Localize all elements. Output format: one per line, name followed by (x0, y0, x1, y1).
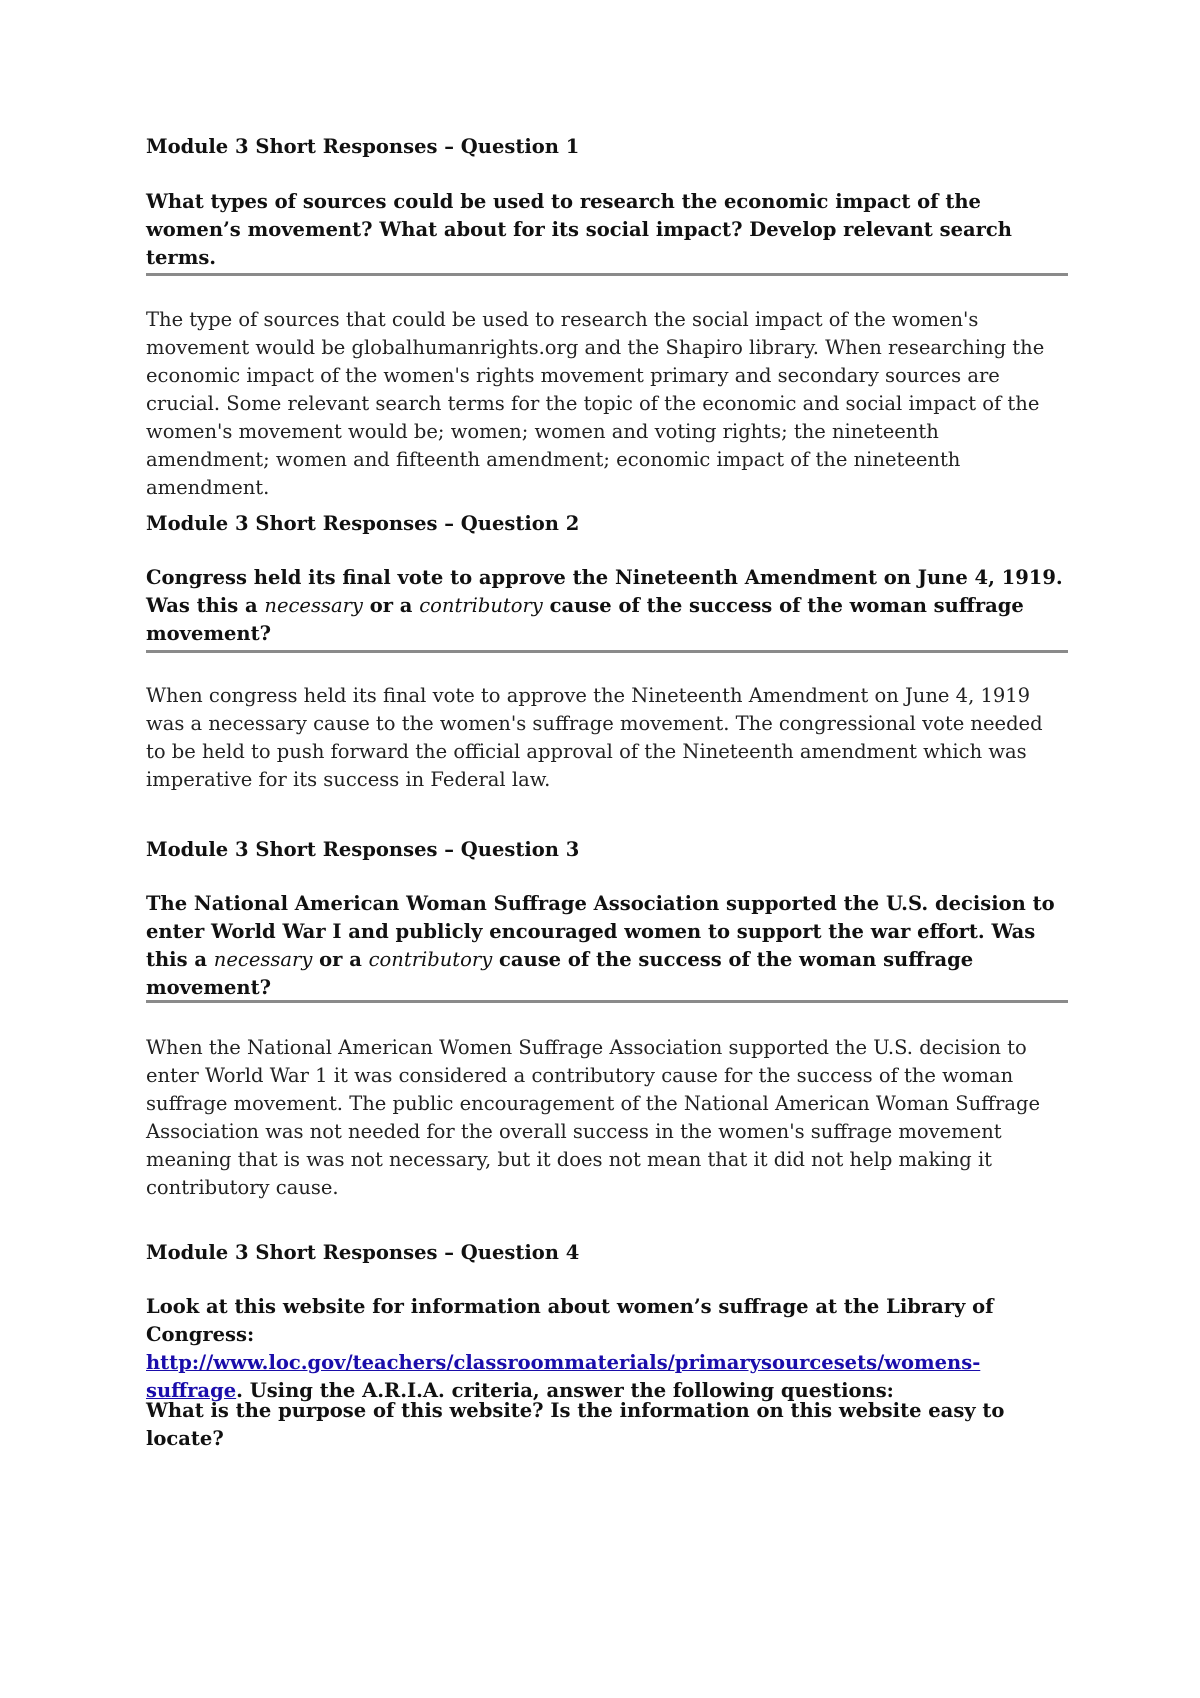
rule-3-block (146, 1000, 1068, 1003)
emphasis-contributory: contributory (368, 948, 493, 971)
section-heading: Module 3 Short Responses – Question 4 (146, 1241, 580, 1264)
answer-3-block (146, 1034, 1068, 1202)
answer-1-block (146, 306, 1068, 502)
library-of-congress-link[interactable]: http://www.loc.gov/teachers/classroommaterials/primarysourcesets/womens-suffrage (146, 1351, 981, 1402)
question-text-part: cause of the success of the woman suffrage movement? (146, 594, 1024, 645)
question-text-part: The National American Woman Suffrage Association supported the U.S. decision to enter World War I and publicly encouraged women to support the war effort. Was this a (146, 892, 1055, 971)
section-heading: Module 3 Short Responses – Question 1 (146, 135, 580, 158)
answer-text: The type of sources that could be used to research the social impact of the women's movement would be globalhumanrights.org and the Shapiro library. When researching the economic impact of the women's rights movement primary and secondary sources are crucial. Some relevant search terms for the topic of the economic and social impact of the women's movement would be; women; women and voting rights; the nineteenth amendment; women and fifteenth amendment; economic impact of the nineteenth amendment. (146, 308, 1045, 499)
question-3-block (146, 890, 1068, 1002)
question-2-block (146, 564, 1068, 648)
section-question-3 (146, 836, 1068, 864)
section-heading: Module 3 Short Responses – Question 3 (146, 838, 580, 861)
question-text (146, 1293, 1068, 1405)
question-4-block (146, 1293, 1068, 1405)
answer-text: When the National American Women Suffrage Association supported the U.S. decision to enter World War 1 it was considered a contributory cause for the success of the woman suffrage movement. The public encouragement of the National American Woman Suffrage Association was not needed for the overall success in the women's suffrage movement meaning that is was not necessary, but it does not mean that it did not help making it contributory cause. (146, 1036, 1040, 1199)
section-question-2 (146, 510, 1068, 538)
rule-1-block (146, 273, 1068, 276)
question-text-part: Congress held its final vote to approve the Nineteenth Amendment on June 4, 1919. Was this a (146, 566, 1063, 617)
sub-question-text: What is the purpose of this website? Is the information on this website easy to locate? (146, 1399, 1005, 1450)
sub-question-4-block (146, 1397, 1068, 1453)
emphasis-necessary: necessary (264, 594, 363, 617)
section-heading: Module 3 Short Responses – Question 2 (146, 512, 580, 535)
question-1-block (146, 188, 1068, 272)
question-text (146, 890, 1068, 1002)
question-text-part: Look at this website for information about women’s suffrage at the Library of Congress: (146, 1295, 994, 1346)
question-text-part: cause of the success of the woman suffrage movement? (146, 948, 974, 999)
question-text (146, 564, 1068, 648)
answer-2-block (146, 682, 1068, 794)
question-text-part: or a (362, 594, 420, 617)
horizontal-rule (146, 1000, 1068, 1003)
question-text: What types of sources could be used to research the economic impact of the women’s movement? What about for its social impact? Develop relevant search terms. (146, 190, 1012, 269)
emphasis-necessary: necessary (213, 948, 313, 971)
horizontal-rule (146, 650, 1068, 653)
question-text-part: or a (312, 948, 369, 971)
section-question-4 (146, 1239, 1068, 1267)
section-question-1 (146, 133, 1068, 161)
answer-text: When congress held its final vote to approve the Nineteenth Amendment on June 4, 1919 was a necessary cause to the women's suffrage movement. The congressional vote needed to be held to push forward the official approval of the Nineteenth amendment which was imperative for its success in Federal law. (146, 684, 1043, 791)
emphasis-contributory: contributory (419, 594, 543, 617)
question-text-part: . Using the A.R.I.A. criteria, answer the following questions: (236, 1379, 894, 1402)
rule-2-block (146, 650, 1068, 653)
horizontal-rule (146, 273, 1068, 276)
